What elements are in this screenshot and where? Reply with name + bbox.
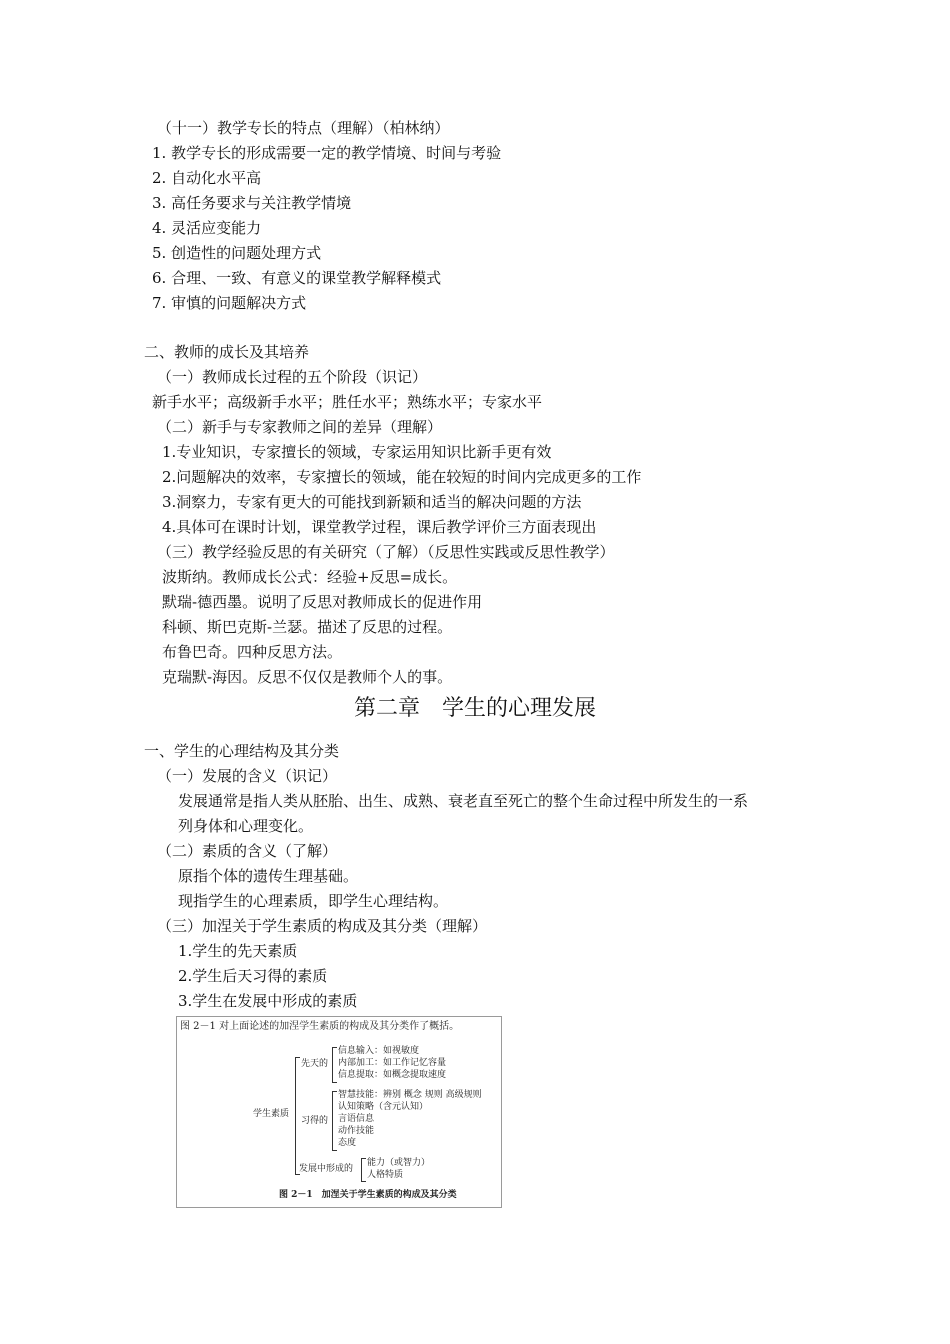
paragraph: 布鲁巴奇。四种反思方法。 [162,643,343,661]
list-item: 4.具体可在课时计划，课堂教学过程，课后教学评价三方面表现出 [162,518,597,536]
learned-label: 习得的 [301,1116,329,1126]
figure-image [176,1016,502,1208]
learned-item: 动作技能 [338,1126,375,1136]
root-brace [295,1057,300,1175]
list-item: 1.学生的先天素质 [178,942,298,960]
subsection-heading: （十一）教学专长的特点（理解）（柏林纳） [157,119,450,137]
subsection-heading: （一）发展的含义（识记） [157,767,338,785]
figure-caption: 图 2－1 加涅关于学生素质的构成及其分类 [279,1190,457,1200]
developed-brace [361,1158,366,1182]
subsection-heading: （三）加涅关于学生素质的构成及其分类（理解） [157,917,488,935]
innate-item: 信息提取：如概念提取速度 [338,1070,447,1080]
list-item: 3.洞察力，专家有更大的可能找到新颖和适当的解决问题的方法 [162,493,582,511]
innate-brace [332,1047,337,1083]
list-item: 6. 合理、一致、有意义的课堂教学解释模式 [152,269,442,287]
learned-brace [332,1091,337,1151]
subsection-heading: （三）教学经验反思的有关研究（了解）（反思性实践或反思性教学） [157,543,615,561]
figure-intro: 图 2－1 对上面论述的加涅学生素质的构成及其分类作了概括。 [180,1021,460,1032]
learned-item: 认知策略（含元认知） [338,1102,429,1112]
figure-root-label: 学生素质 [253,1109,290,1119]
developed-item: 人格特质 [367,1170,404,1180]
subsection-heading: （二）新手与专家教师之间的差异（理解） [157,418,443,436]
subsection-heading: （一）教师成长过程的五个阶段（识记） [157,368,428,386]
list-item: 2.学生后天习得的素质 [178,967,328,985]
list-item: 3. 高任务要求与关注教学情境 [152,194,352,212]
list-item: 2. 自动化水平高 [152,169,262,187]
paragraph: 新手水平；高级新手水平；胜任水平；熟练水平；专家水平 [152,393,543,411]
paragraph: 列身体和心理变化。 [178,817,314,835]
innate-label: 先天的 [301,1059,329,1069]
list-item: 3.学生在发展中形成的素质 [178,992,358,1010]
chapter-title: 第二章 学生的心理发展 [353,696,596,721]
list-item: 5. 创造性的问题处理方式 [152,244,322,262]
learned-item: 态度 [338,1138,357,1148]
subsection-heading: （二）素质的含义（了解） [157,842,338,860]
list-item: 1. 教学专长的形成需要一定的教学情境、时间与考验 [152,144,502,162]
innate-item: 信息输入：如视敏度 [338,1046,420,1056]
paragraph: 发展通常是指人类从胚胎、出生、成熟、衰老直至死亡的整个生命过程中所发生的一系 [178,792,749,810]
paragraph: 波斯纳。教师成长公式：经验+反思=成长。 [162,568,458,586]
developed-item: 能力（或智力） [367,1158,431,1168]
list-item: 7. 审慎的问题解决方式 [152,294,307,312]
paragraph: 现指学生的心理素质，即学生心理结构。 [178,892,449,910]
section-heading: 二、教师的成长及其培养 [144,343,310,361]
paragraph: 默瑞-德西墨。说明了反思对教师成长的促进作用 [162,593,483,611]
section-heading: 一、学生的心理结构及其分类 [144,742,340,760]
learned-item: 言语信息 [338,1114,375,1124]
list-item: 2.问题解决的效率，专家擅长的领域，能在较短的时间内完成更多的工作 [162,468,642,486]
paragraph: 克瑞默-海因。反思不仅仅是教师个人的事。 [162,668,453,686]
innate-item: 内部加工：如工作记忆容量 [338,1058,447,1068]
list-item: 4. 灵活应变能力 [152,219,262,237]
paragraph: 原指个体的遗传生理基础。 [178,867,359,885]
learned-item: 智慧技能：辨别 概念 规则 高级规则 [338,1090,482,1100]
developed-label: 发展中形成的 [299,1164,354,1174]
paragraph: 科顿、斯巴克斯-兰瑟。描述了反思的过程。 [162,618,453,636]
list-item: 1.专业知识，专家擅长的领域，专家运用知识比新手更有效 [162,443,552,461]
